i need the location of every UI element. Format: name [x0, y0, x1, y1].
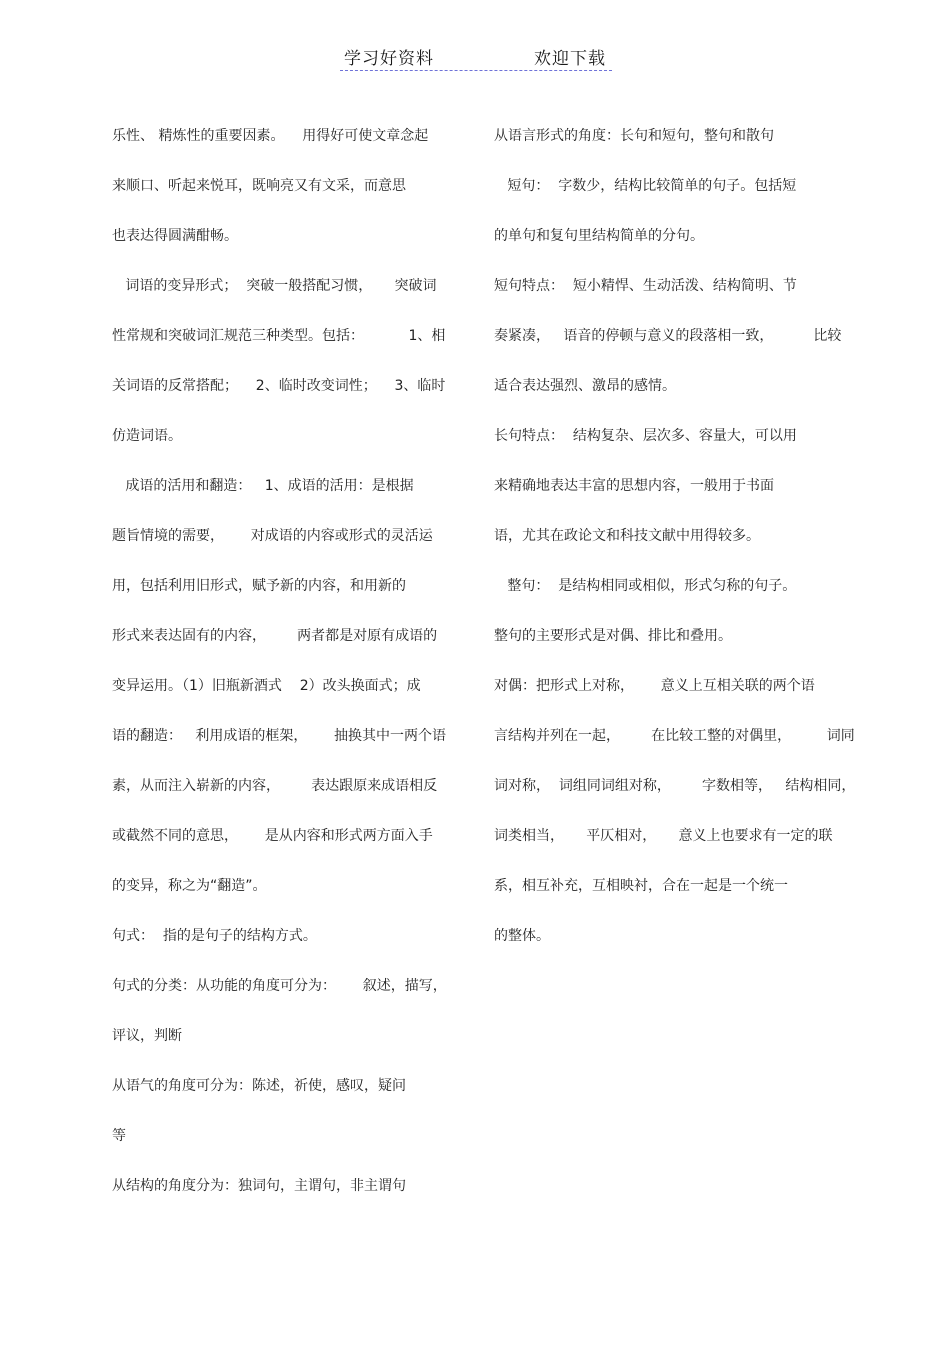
text-line: 评议，判断 [112, 1028, 182, 1044]
text-line: 语，尤其在政论文和科技文献中用得较多。 [494, 528, 760, 544]
text-line: 来精确地表达丰富的思想内容，一般用于书面 [494, 478, 774, 494]
left-column [112, 124, 472, 1224]
text-line: 整句： 是结构相同或相似，形式匀称的句子。 [494, 578, 797, 594]
text-line: 性常规和突破词汇规范三种类型。包括： 1、相 [112, 328, 446, 344]
header-dashed-rule [340, 70, 612, 71]
text-line: 词对称， 词组同词组对称， 字数相等， 结构相同， [494, 778, 856, 794]
text-line: 词类相当， 平仄相对， 意义上也要求有一定的联 [494, 828, 833, 844]
text-line: 来顺口、听起来悦耳，既响亮又有文采，而意思 [112, 178, 406, 194]
text-line: 素，从而注入崭新的内容， 表达跟原来成语相反 [112, 778, 438, 794]
text-line: 从语气的角度可分为：陈述，祈使，感叹，疑问 [112, 1078, 406, 1094]
text-line: 言结构并列在一起， 在比较工整的对偶里， 词同 [494, 728, 855, 744]
text-line: 系，相互补充，互相映衬，合在一起是一个统一 [494, 878, 788, 894]
text-line: 等 [112, 1128, 126, 1144]
text-line: 的单句和复句里结构简单的分句。 [494, 228, 704, 244]
text-line: 短句： 字数少，结构比较简单的句子。包括短 [494, 178, 797, 194]
text-line: 短句特点： 短小精悍、生动活泼、结构简明、节 [494, 278, 797, 294]
text-line: 从结构的角度分为：独词句，主谓句，非主谓句 [112, 1178, 406, 1194]
text-line: 成语的活用和翻造： 1、成语的活用：是根据 [112, 478, 414, 494]
text-line: 的变异，称之为“翻造”。 [112, 878, 267, 894]
text-line: 也表达得圆满酣畅。 [112, 228, 238, 244]
text-line: 适合表达强烈、激昂的感情。 [494, 378, 676, 394]
text-line: 句式的分类：从功能的角度可分为： 叙述，描写， [112, 978, 447, 994]
page-header [0, 46, 950, 76]
text-line: 句式： 指的是句子的结构方式。 [112, 928, 317, 944]
right-column [494, 124, 854, 974]
text-line: 关词语的反常搭配； 2、临时改变词性； 3、临时 [112, 378, 446, 394]
header-left-text: 学习好资料 [344, 49, 434, 69]
text-line: 或截然不同的意思， 是从内容和形式两方面入手 [112, 828, 433, 844]
header-right-text: 欢迎下载 [534, 49, 606, 69]
text-line: 奏紧凑， 语音的停顿与意义的段落相一致， 比较 [494, 328, 842, 344]
text-line: 形式来表达固有的内容， 两者都是对原有成语的 [112, 628, 438, 644]
text-line: 语的翻造： 利用成语的框架， 抽换其中一两个语 [112, 728, 447, 744]
text-line: 整句的主要形式是对偶、排比和叠用。 [494, 628, 732, 644]
text-line: 乐性、 精炼性的重要因素。 用得好可使文章念起 [112, 128, 429, 144]
text-line: 仿造词语。 [112, 428, 182, 444]
text-line: 词语的变异形式； 突破一般搭配习惯， 突破词 [112, 278, 437, 294]
text-line: 对偶：把形式上对称， 意义上互相关联的两个语 [494, 678, 815, 694]
text-line: 从语言形式的角度：长句和短句，整句和散句 [494, 128, 774, 144]
text-line: 的整体。 [494, 928, 550, 944]
text-line: 长句特点： 结构复杂、层次多、容量大，可以用 [494, 428, 797, 444]
text-line: 用，包括利用旧形式，赋予新的内容，和用新的 [112, 578, 406, 594]
text-line: 变异运用。（1）旧瓶新酒式 2）改头换面式；成 [112, 678, 421, 694]
text-line: 题旨情境的需要， 对成语的内容或形式的灵活运 [112, 528, 433, 544]
